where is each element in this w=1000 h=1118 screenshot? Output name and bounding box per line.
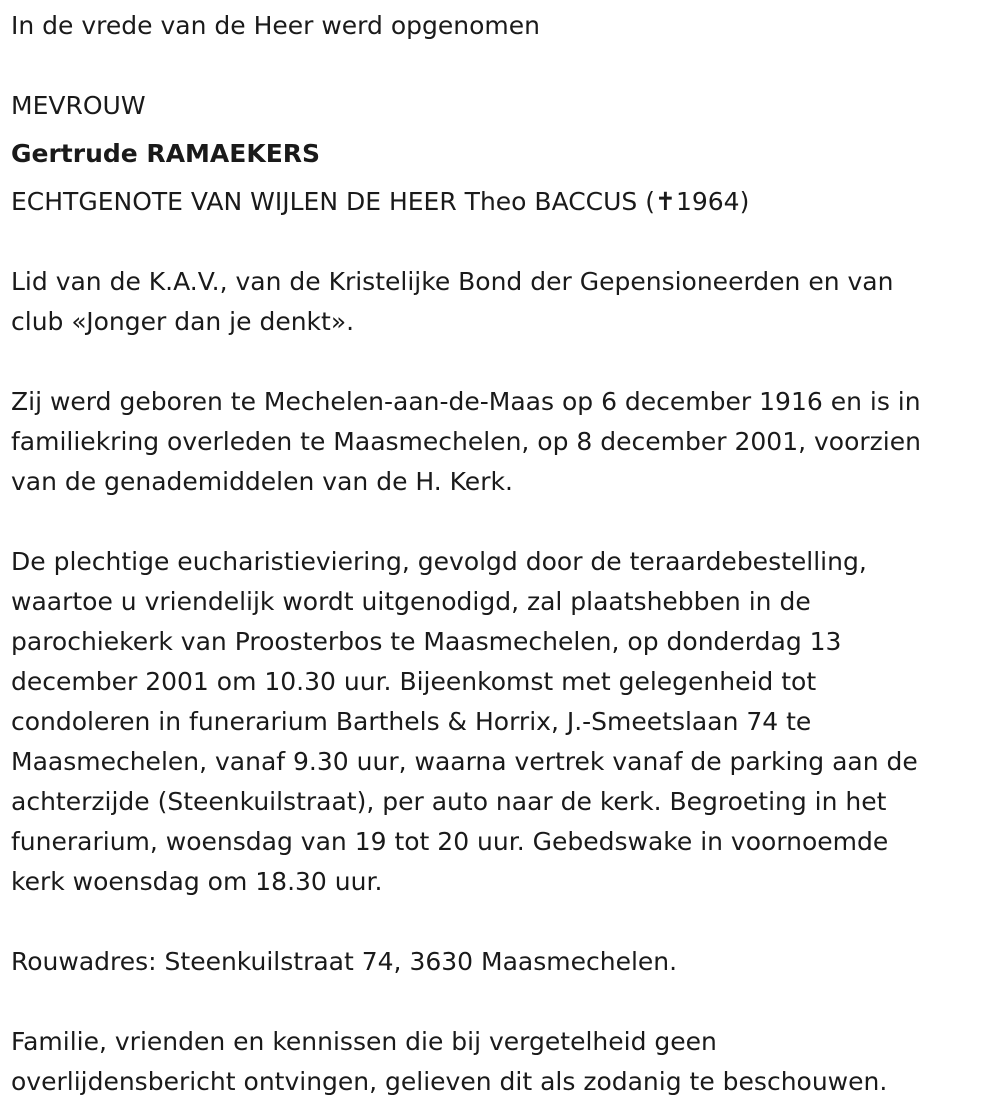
birth-death-paragraph	[11, 382, 921, 502]
paragraph-line: Rouwadres: Steenkuilstraat 74, 3630 Maasmechelen.	[11, 947, 678, 976]
paragraph-line: waartoe u vriendelijk wordt uitgenodigd, zal plaatshebben in de	[11, 587, 811, 616]
paragraph-line: van de genademiddelen van de H. Kerk.	[11, 467, 513, 496]
intro-line: In de vrede van de Heer werd opgenomen	[11, 11, 540, 40]
paragraph-line: club «Jonger dan je denkt».	[11, 307, 355, 336]
paragraph-line: familiekring overleden te Maasmechelen, op 8 december 2001, voorzien	[11, 427, 921, 456]
paragraph-line: funerarium, woensdag van 19 tot 20 uur. Gebedswake in voornoemde	[11, 827, 889, 856]
paragraph-line: kerk woensdag om 18.30 uur.	[11, 867, 383, 896]
paragraph-line: achterzijde (Steenkuilstraat), per auto naar de kerk. Begroeting in het	[11, 787, 887, 816]
spouse-line: ECHTGENOTE VAN WIJLEN DE HEER Theo BACCUS (✝1964)	[11, 187, 750, 216]
address-paragraph	[11, 942, 677, 982]
paragraph-line: december 2001 om 10.30 uur. Bijeenkomst met gelegenheid tot	[11, 667, 817, 696]
paragraph-line: Lid van de K.A.V., van de Kristelijke Bond der Gepensioneerden en van	[11, 267, 894, 296]
ceremony-paragraph	[11, 542, 918, 902]
paragraph-line: condoleren in funerarium Barthels & Horrix, J.-Smeetslaan 74 te	[11, 707, 812, 736]
paragraph-line: De plechtige eucharistieviering, gevolgd door de teraardebestelling,	[11, 547, 867, 576]
paragraph-line: parochiekerk van Proosterbos te Maasmechelen, op donderdag 13	[11, 627, 842, 656]
deceased-name: Gertrude RAMAEKERS	[11, 139, 321, 168]
paragraph-line: Zij werd geboren te Mechelen-aan-de-Maas op 6 december 1916 en is in	[11, 387, 921, 416]
salutation: MEVROUW	[11, 91, 146, 120]
paragraph-line: Familie, vrienden en kennissen die bij vergetelheid geen	[11, 1027, 717, 1056]
closing-paragraph	[11, 1022, 887, 1102]
paragraph-line: Maasmechelen, vanaf 9.30 uur, waarna vertrek vanaf de parking aan de	[11, 747, 918, 776]
paragraph-line: overlijdensbericht ontvingen, gelieven dit als zodanig te beschouwen.	[11, 1067, 888, 1096]
membership-paragraph	[11, 262, 893, 342]
